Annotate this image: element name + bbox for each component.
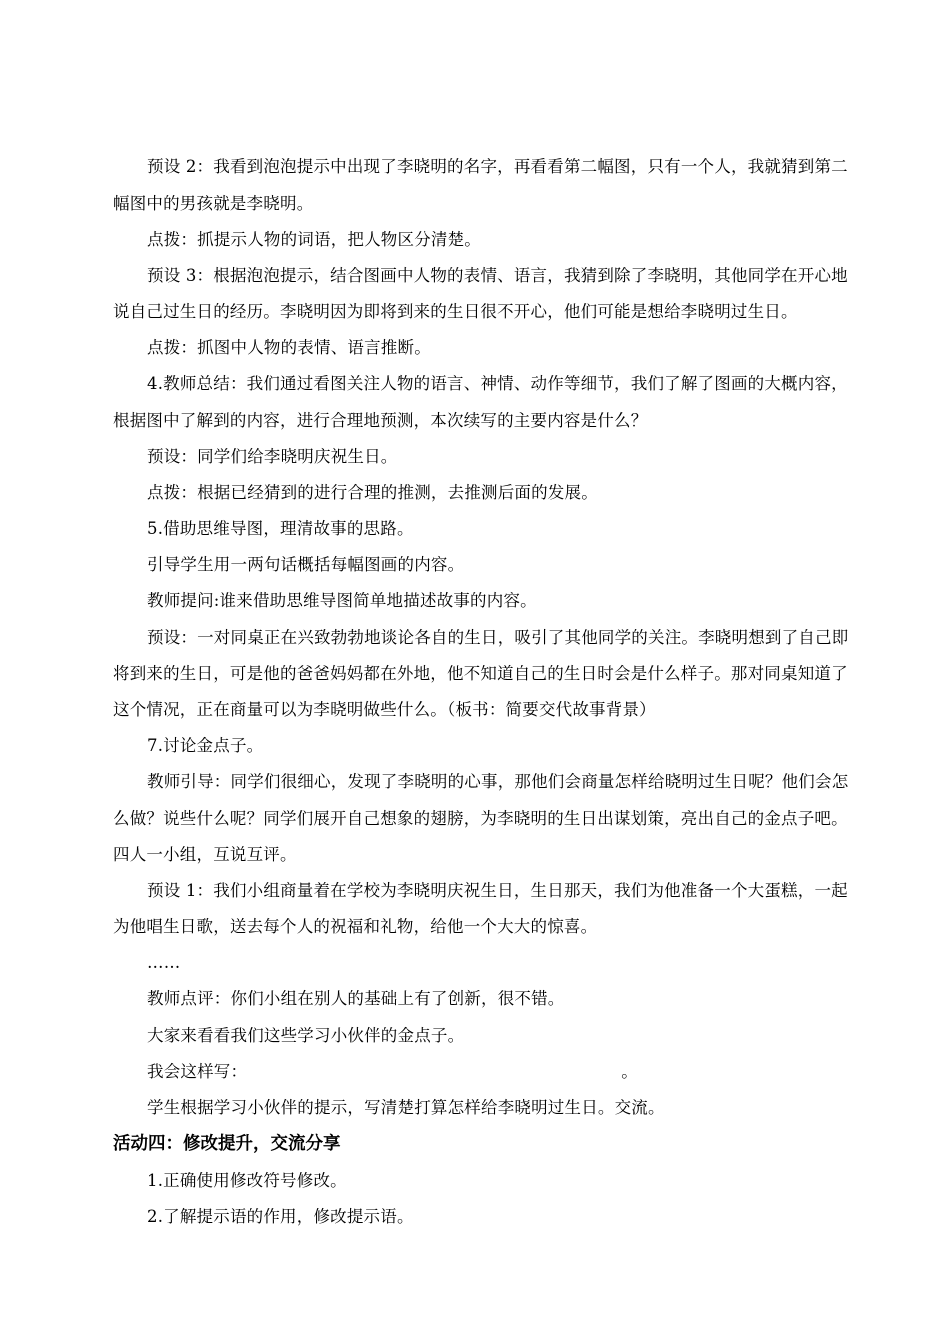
- paragraph-line: 将到来的生日，可是他的爸爸妈妈都在外地，他不知道自己的生日时会是什么样子。那对同桌知道了: [113, 664, 848, 683]
- paragraph-line: 点拨：抓图中人物的表情、语言推断。: [147, 338, 431, 357]
- paragraph-line: 预设：一对同桌正在兴致勃勃地谈论各自的生日，吸引了其他同学的关注。李晓明想到了自己即: [147, 628, 849, 647]
- paragraph-line: 这个情况，正在商量可以为李晓明做些什么。（板书：简要交代故事背景）: [113, 700, 656, 719]
- paragraph-line: 大家来看看我们这些学习小伙伴的金点子。: [147, 1026, 465, 1045]
- paragraph-line: 预设 3：根据泡泡提示，结合图画中人物的表情、语言，我猜到除了李晓明，其他同学在开心地: [147, 266, 848, 285]
- paragraph-line: 预设 1：我们小组商量着在学校为李晓明庆祝生日，生日那天，我们为他准备一个大蛋糕，一起: [147, 881, 848, 900]
- section-heading: 活动四：修改提升，交流分享: [113, 1134, 341, 1154]
- paragraph-line: 么做？说些什么呢？同学们展开自己想象的翅膀，为李晓明的生日出谋划策，亮出自己的金点子吧。: [113, 809, 848, 828]
- fill-blank-suffix: 。: [621, 1062, 638, 1081]
- paragraph-line: 点拨：抓提示人物的词语，把人物区分清楚。: [147, 230, 481, 249]
- paragraph-line: 说自己过生日的经历。李晓明因为即将到来的生日很不开心，他们可能是想给李晓明过生日。: [113, 302, 798, 321]
- paragraph-line: 教师引导：同学们很细心，发现了李晓明的心事，那他们会商量怎样给晓明过生日呢？他们会怎: [147, 772, 849, 791]
- paragraph-line: 为他唱生日歌，送去每个人的祝福和礼物，给他一个大大的惊喜。: [113, 917, 598, 936]
- paragraph-line: 四人一小组，互说互评。: [113, 845, 297, 864]
- paragraph-line: 1.正确使用修改符号修改。: [147, 1171, 347, 1190]
- paragraph-line: 预设：同学们给李晓明庆祝生日。: [147, 447, 398, 466]
- paragraph-line: 2.了解提示语的作用，修改提示语。: [147, 1207, 414, 1226]
- paragraph-line: 4.教师总结：我们通过看图关注人物的语言、神情、动作等细节，我们了解了图画的大概内容，: [147, 374, 848, 393]
- paragraph-line: 引导学生用一两句话概括每幅图画的内容。: [147, 555, 465, 574]
- paragraph-line: 学生根据学习小伙伴的提示，写清楚打算怎样给李晓明过生日。交流。: [147, 1098, 665, 1117]
- paragraph-line: 教师点评：你们小组在别人的基础上有了创新，很不错。: [147, 989, 565, 1008]
- ellipsis-line: ……: [147, 953, 181, 972]
- paragraph-line: 7.讨论金点子。: [147, 736, 264, 755]
- paragraph-line: 幅图中的男孩就是李晓明。: [113, 194, 314, 213]
- paragraph-line: 5.借助思维导图，理清故事的思路。: [147, 519, 414, 538]
- paragraph-line: 预设 2：我看到泡泡提示中出现了李晓明的名字，再看看第二幅图，只有一个人，我就猜到第二: [147, 157, 848, 176]
- paragraph-line: 根据图中了解到的内容，进行合理地预测，本次续写的主要内容是什么？: [113, 411, 648, 430]
- fill-in-blank-line: [147, 1061, 950, 1083]
- fill-blank-prefix: 我会这样写：: [147, 1062, 248, 1081]
- paragraph-line: 教师提问:谁来借助思维导图简单地描述故事的内容。: [147, 591, 537, 610]
- paragraph-line: 点拨：根据已经猜到的进行合理的推测，去推测后面的发展。: [147, 483, 598, 502]
